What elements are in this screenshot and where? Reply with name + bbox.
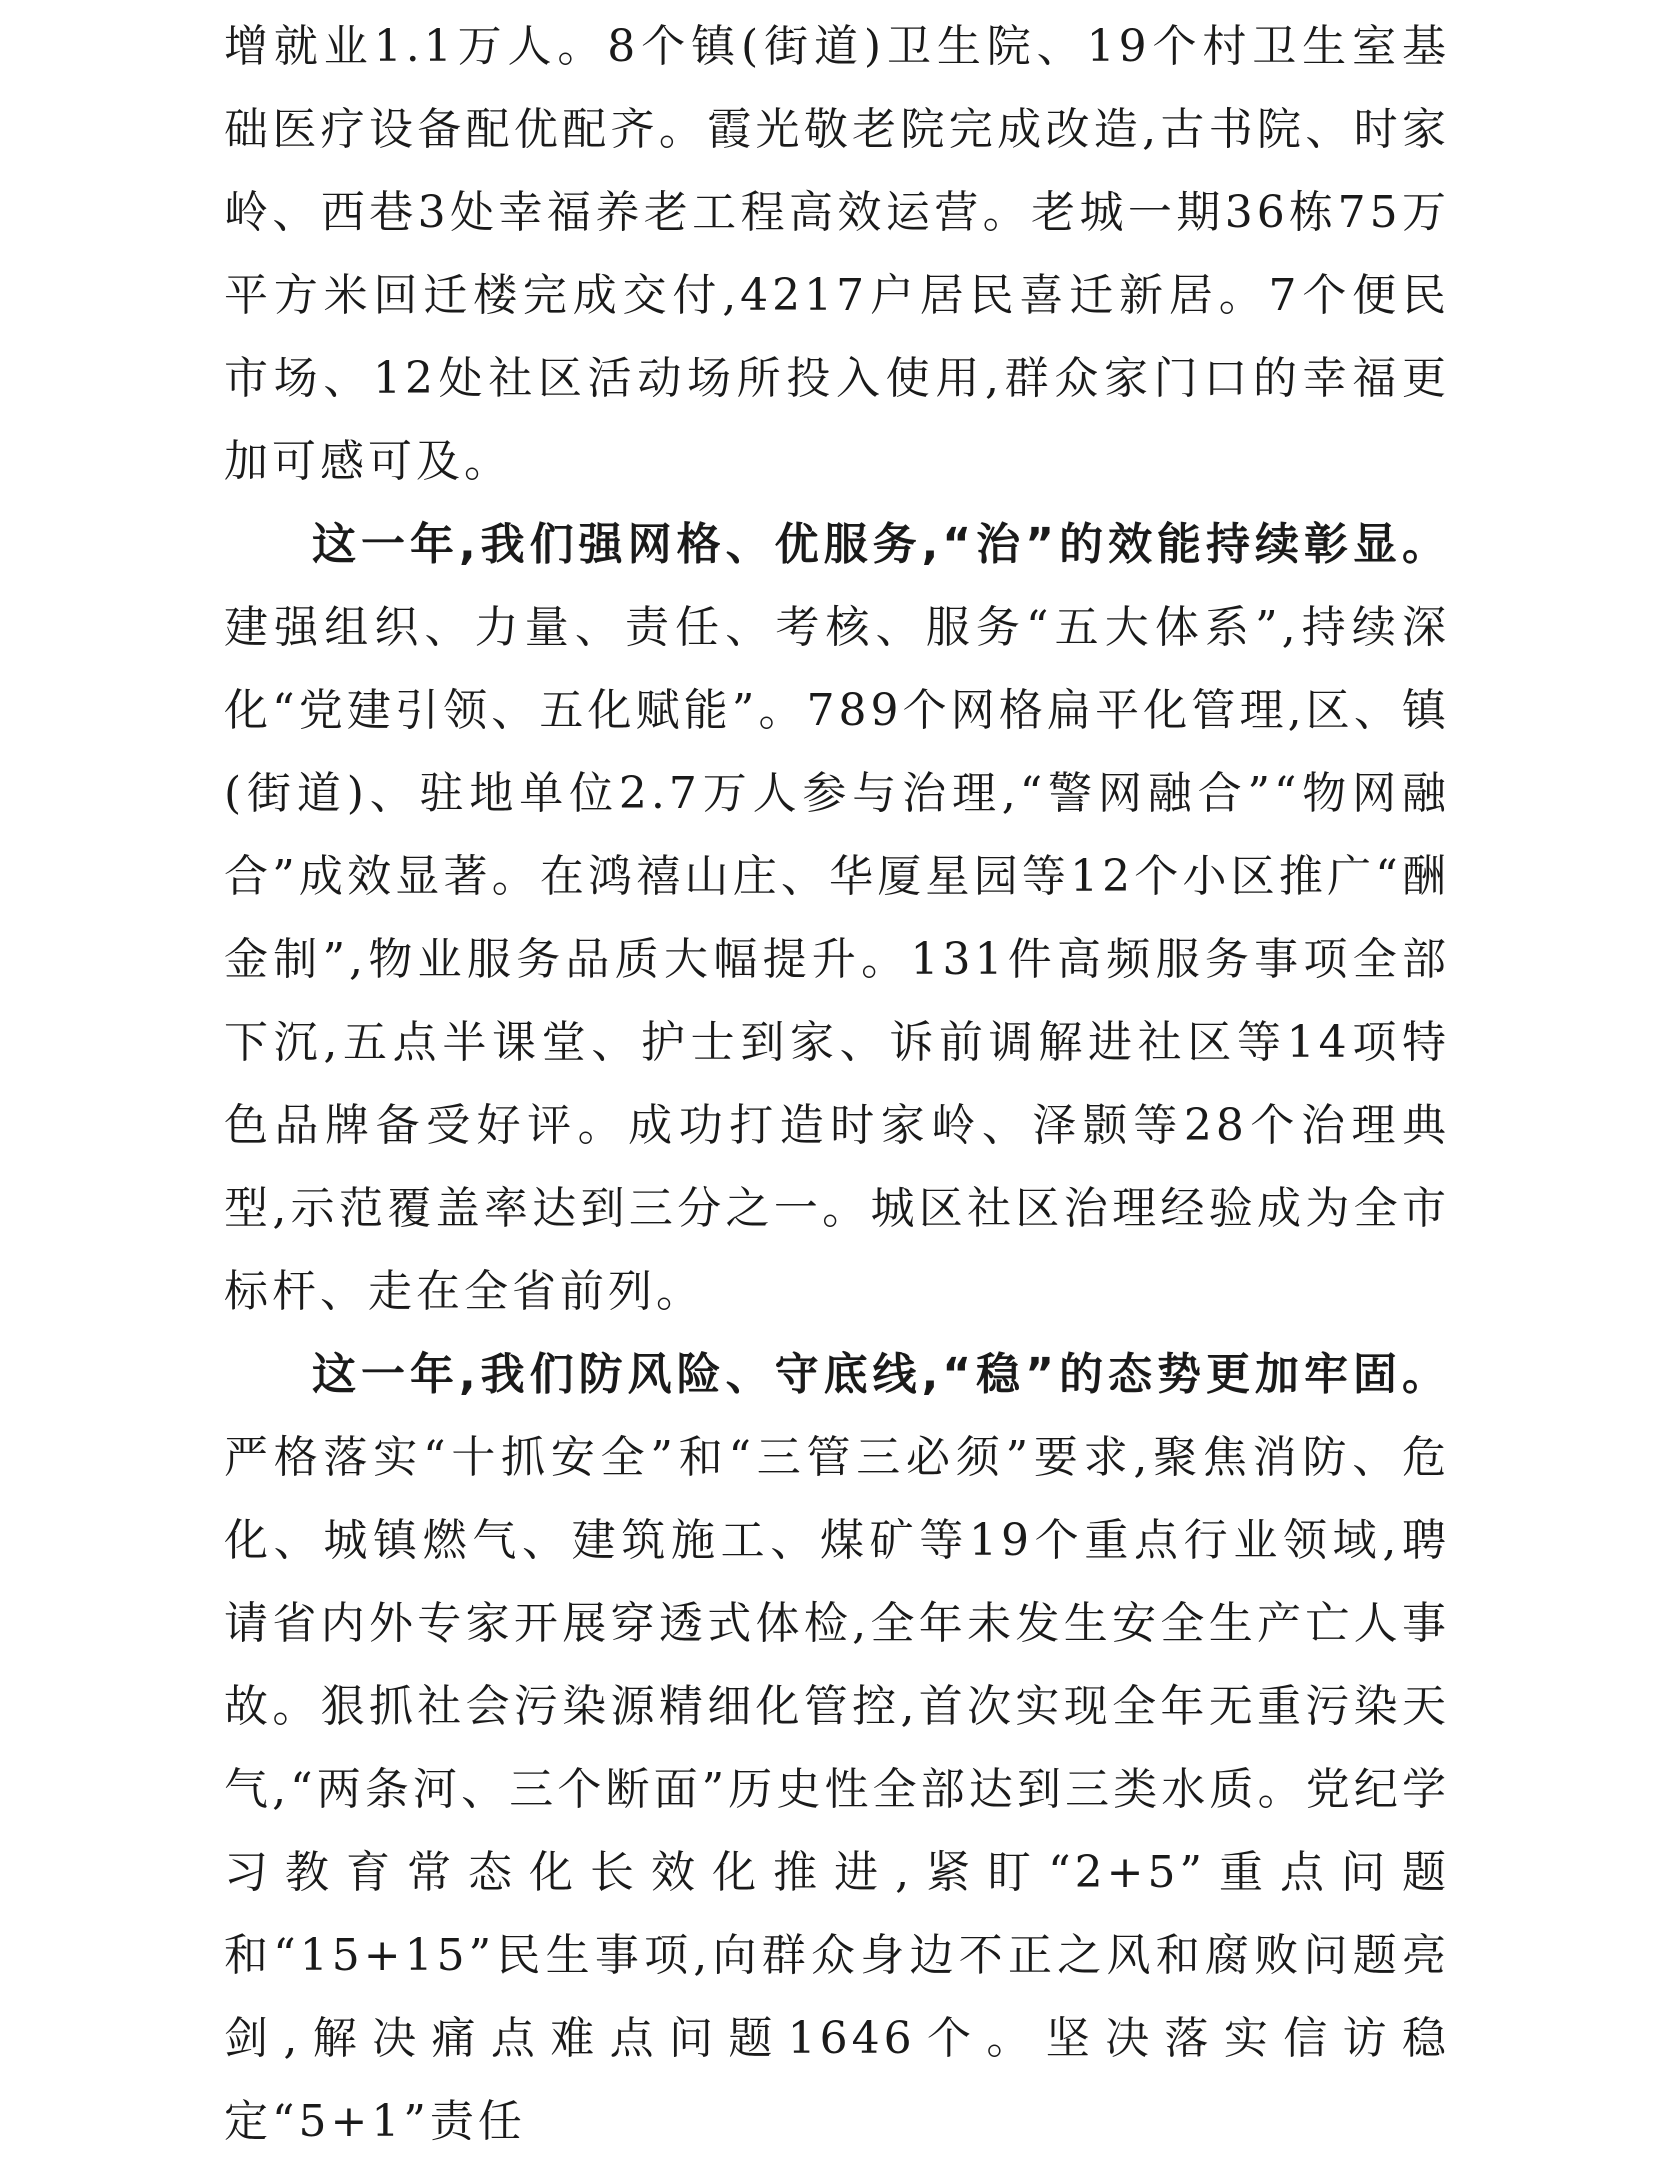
paragraph-healthcare-housing (224, 5, 1450, 503)
paragraph-lead: 这一年,我们强网格、优服务,“治”的效能持续彰显。 (312, 519, 1450, 570)
document-page (224, 0, 1450, 2147)
paragraph-stability (224, 1333, 1450, 2163)
paragraph-lead: 这一年,我们防风险、守底线,“稳”的态势更加牢固。 (312, 1349, 1450, 1400)
paragraph-governance (224, 503, 1450, 1333)
paragraph-body: 建强组织、力量、责任、考核、服务“五大体系”,持续深化“党建引领、五化赋能”。789个网格扁平化管理,区、镇(街道)、驻地单位2.7万人参与治理,“警网融合”“物网融合”成效显著。在鸿禧山庄、华厦星园等12个小区推广“酬金制”,物业服务品质大幅提升。131件高频服务事项全部下沉,五点半课堂、护士到家、诉前调解进社区等14项特色品牌备受好评。成功打造时家岭、泽颢等28个治理典型,示范覆盖率达到三分之一。城区社区治理经验成为全市标杆、走在全省前列。 (224, 602, 1450, 1317)
paragraph-body: 增就业1.1万人。8个镇(街道)卫生院、19个村卫生室基础医疗设备配优配齐。霞光敬老院完成改造,古书院、时家岭、西巷3处幸福养老工程高效运营。老城一期36栋75万平方米回迁楼完成交付,4217户居民喜迁新居。7个便民市场、12处社区活动场所投入使用,群众家门口的幸福更加可感可及。 (224, 21, 1450, 487)
paragraph-body: 严格落实“十抓安全”和“三管三必须”要求,聚焦消防、危化、城镇燃气、建筑施工、煤矿等19个重点行业领域,聘请省内外专家开展穿透式体检,全年未发生安全生产亡人事故。狠抓社会污染源精细化管控,首次实现全年无重污染天气,“两条河、三个断面”历史性全部达到三类水质。党纪学习教育常态化长效化推进,紧盯“2+5”重点问题和“15+15”民生事项,向群众身边不正之风和腐败问题亮剑,解决痛点难点问题1646个。坚决落实信访稳定“5+1”责任 (224, 1432, 1450, 2147)
